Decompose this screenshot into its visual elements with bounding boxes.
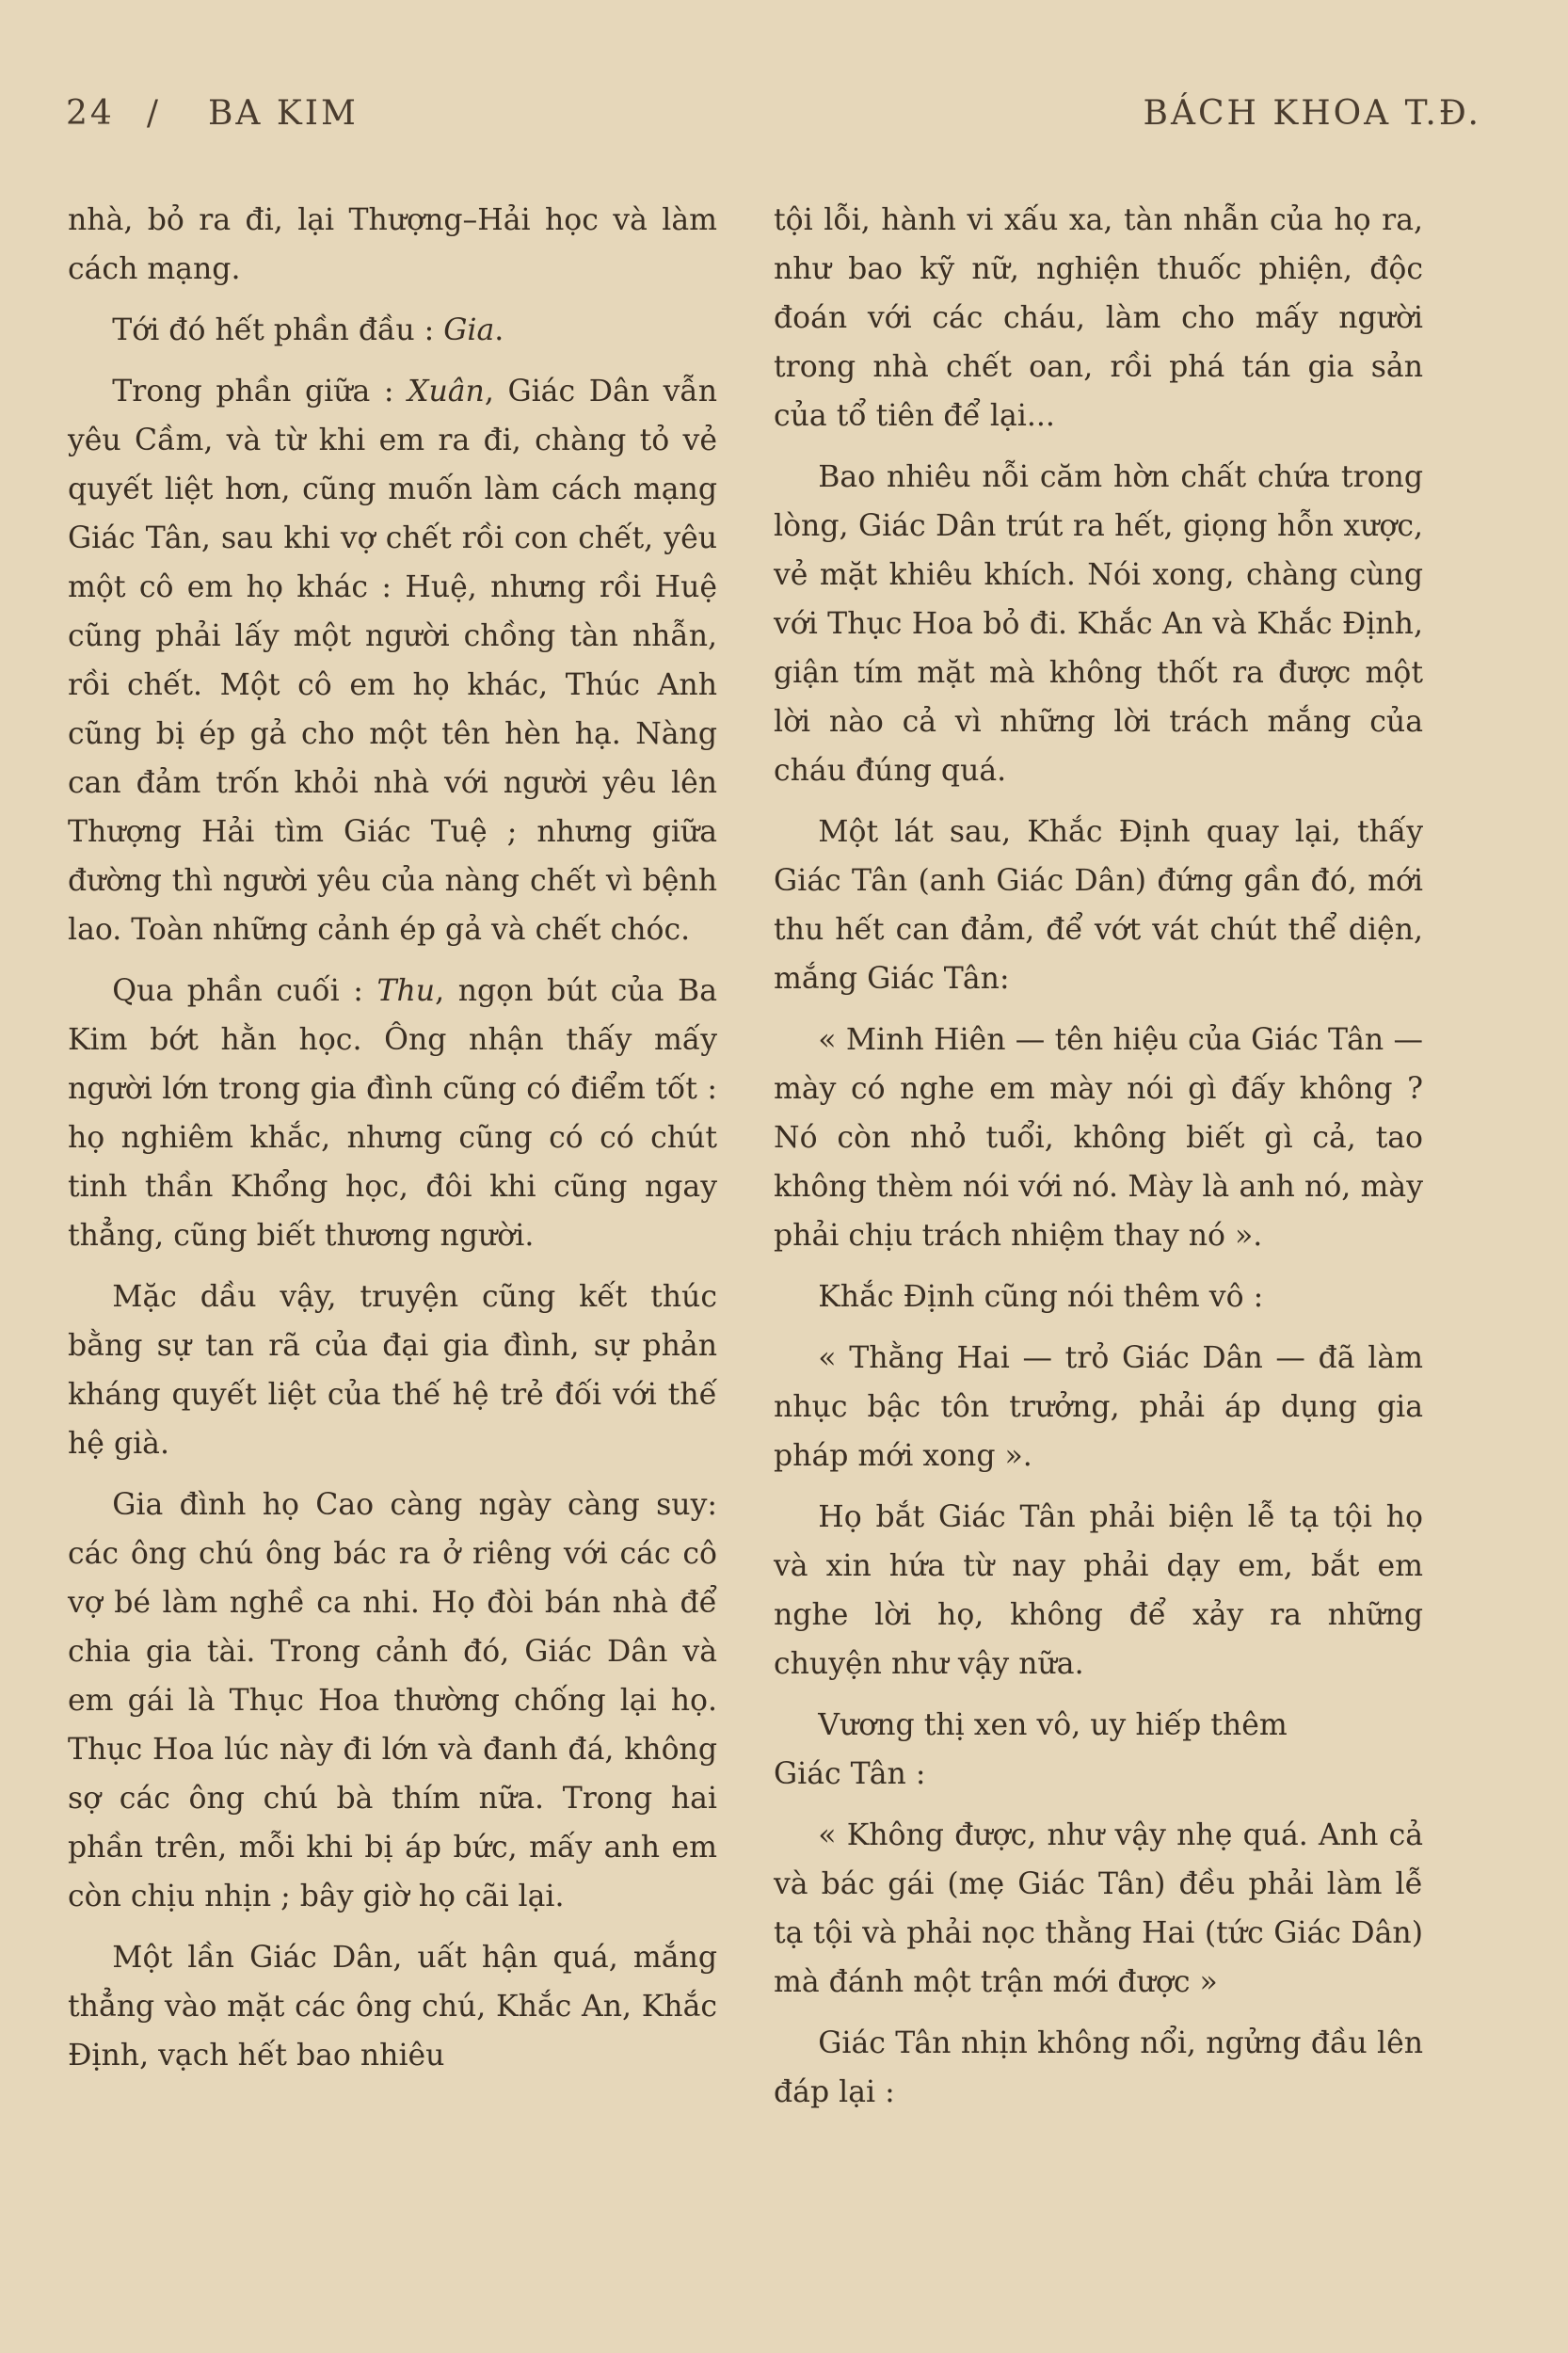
page-number: 24 — [66, 94, 115, 133]
paragraph: Giác Tân nhịn không nổi, ngửng đầu lên đáp lại : — [774, 2026, 1423, 2109]
author-name: BA KIM — [207, 94, 359, 133]
paragraph: nhà, bỏ ra đi, lại Thượng–Hải học và làm cách mạng. — [68, 203, 717, 286]
quote-paragraph: « Không được, như vậy nhẹ quá. Anh cả và bác gái (mẹ Giác Tân) đều phải làm lễ tạ tội và phải nọc thằng Hai (tức Giác Dân) mà đánh một trận mới được » — [774, 1818, 1423, 1999]
paragraph: Bao nhiêu nỗi căm hờn chất chứa trong lòng, Giác Dân trút ra hết, giọng hỗn xược, vẻ mặt khiêu khích. Nói xong, chàng cùng với Thục Hoa bỏ đi. Khắc An và Khắc Định, giận tím mặt mà không thốt ra được một lời nào cả vì những lời trách mắng của cháu đúng quá. — [774, 460, 1423, 788]
book-title: Xuân — [408, 375, 485, 408]
paragraph: Gia đình họ Cao càng ngày càng suy: các ông chú ông bác ra ở riêng với các cô vợ bé làm nghề ca nhi. Họ đòi bán nhà để chia gia tài. Trong cảnh đó, Giác Dân và em gái là Thục Hoa thường chống lại họ. Thục Hoa lúc này đi lớn và đanh đá, không sợ các ông chú bà thím nữa. Trong hai phần trên, mỗi khi bị áp bức, mấy anh em còn chịu nhịn ; bây giờ họ cãi lại. — [68, 1488, 717, 1913]
paragraph: tội lỗi, hành vi xấu xa, tàn nhẫn của họ ra, như bao kỹ nữ, nghiện thuốc phiện, độc đoán với các cháu, làm cho mấy người trong nhà chết oan, rồi phá tán gia sản của tổ tiên để lại... — [774, 203, 1423, 433]
book-title: Gia — [443, 313, 495, 347]
header-separator: / — [146, 94, 161, 133]
left-column — [68, 196, 717, 2092]
paragraph: Một lát sau, Khắc Định quay lại, thấy Giác Tân (anh Giác Dân) đứng gần đó, mới thu hết can đảm, để vớt vát chút thể diện, mắng Giác Tân: — [774, 815, 1423, 996]
quote-paragraph: « Minh Hiên — tên hiệu của Giác Tân — mày có nghe em mày nói gì đấy không ? Nó còn nhỏ tuổi, không biết gì cả, tao không thèm nói với nó. Mày là anh nó, mày phải chịu trách nhiệm thay nó ». — [774, 1023, 1423, 1253]
paragraph: Mặc dầu vậy, truyện cũng kết thúc bằng sự tan rã của đại gia đình, sự phản kháng quyết liệt của thế hệ trẻ đối với thế hệ già. — [68, 1280, 717, 1461]
quote-paragraph: « Thằng Hai — trỏ Giác Dân — đã làm nhục bậc tôn trưởng, phải áp dụng gia pháp mới xong ». — [774, 1341, 1423, 1473]
paragraph: Một lần Giác Dân, uất hận quá, mắng thẳng vào mặt các ông chú, Khắc An, Khắc Định, vạch hết bao nhiêu — [68, 1941, 717, 2073]
paragraph: Họ bắt Giác Tân phải biện lễ tạ tội họ và xin hứa từ nay phải dạy em, bắt em nghe lời họ, không để xảy ra những chuyện như vậy nữa. — [774, 1500, 1423, 1681]
paragraph: Tới đó hết phần đầu : Gia. — [112, 313, 504, 347]
page-header-left — [66, 94, 359, 133]
paragraph: Qua phần cuối : Thu, ngọn bút của Ba Kim bớt hằn học. Ông nhận thấy mấy người lớn trong gia đình cũng có điểm tốt : họ nghiêm khắc, nhưng cũng có có chút tinh thần Khổng học, đôi khi cũng ngay thẳng, cũng biết thương người. — [68, 974, 717, 1253]
book-title: Thu — [376, 974, 436, 1008]
paragraph: Vương thị xen vô, uy hiếp thêm Giác Tân : — [774, 1708, 1288, 1791]
publication-name: BÁCH KHOA T.Đ. — [1143, 94, 1481, 133]
right-column — [774, 196, 1423, 2129]
paragraph: Khắc Định cũng nói thêm vô : — [818, 1280, 1264, 1314]
paragraph: Trong phần giữa : Xuân, Giác Dân vẫn yêu Cầm, và từ khi em ra đi, chàng tỏ vẻ quyết liệt hơn, cũng muốn làm cách mạng Giác Tân, sau khi vợ chết rồi con chết, yêu một cô em họ khác : Huệ, nhưng rồi Huệ cũng phải lấy một người chồng tàn nhẫn, rồi chết. Một cô em họ khác, Thúc Anh cũng bị ép gả cho một tên hèn hạ. Nàng can đảm trốn khỏi nhà với người yêu lên Thượng Hải tìm Giác Tuệ ; nhưng giữa đường thì người yêu của nàng chết vì bệnh lao. Toàn những cảnh ép gả và chết chóc. — [68, 375, 717, 947]
